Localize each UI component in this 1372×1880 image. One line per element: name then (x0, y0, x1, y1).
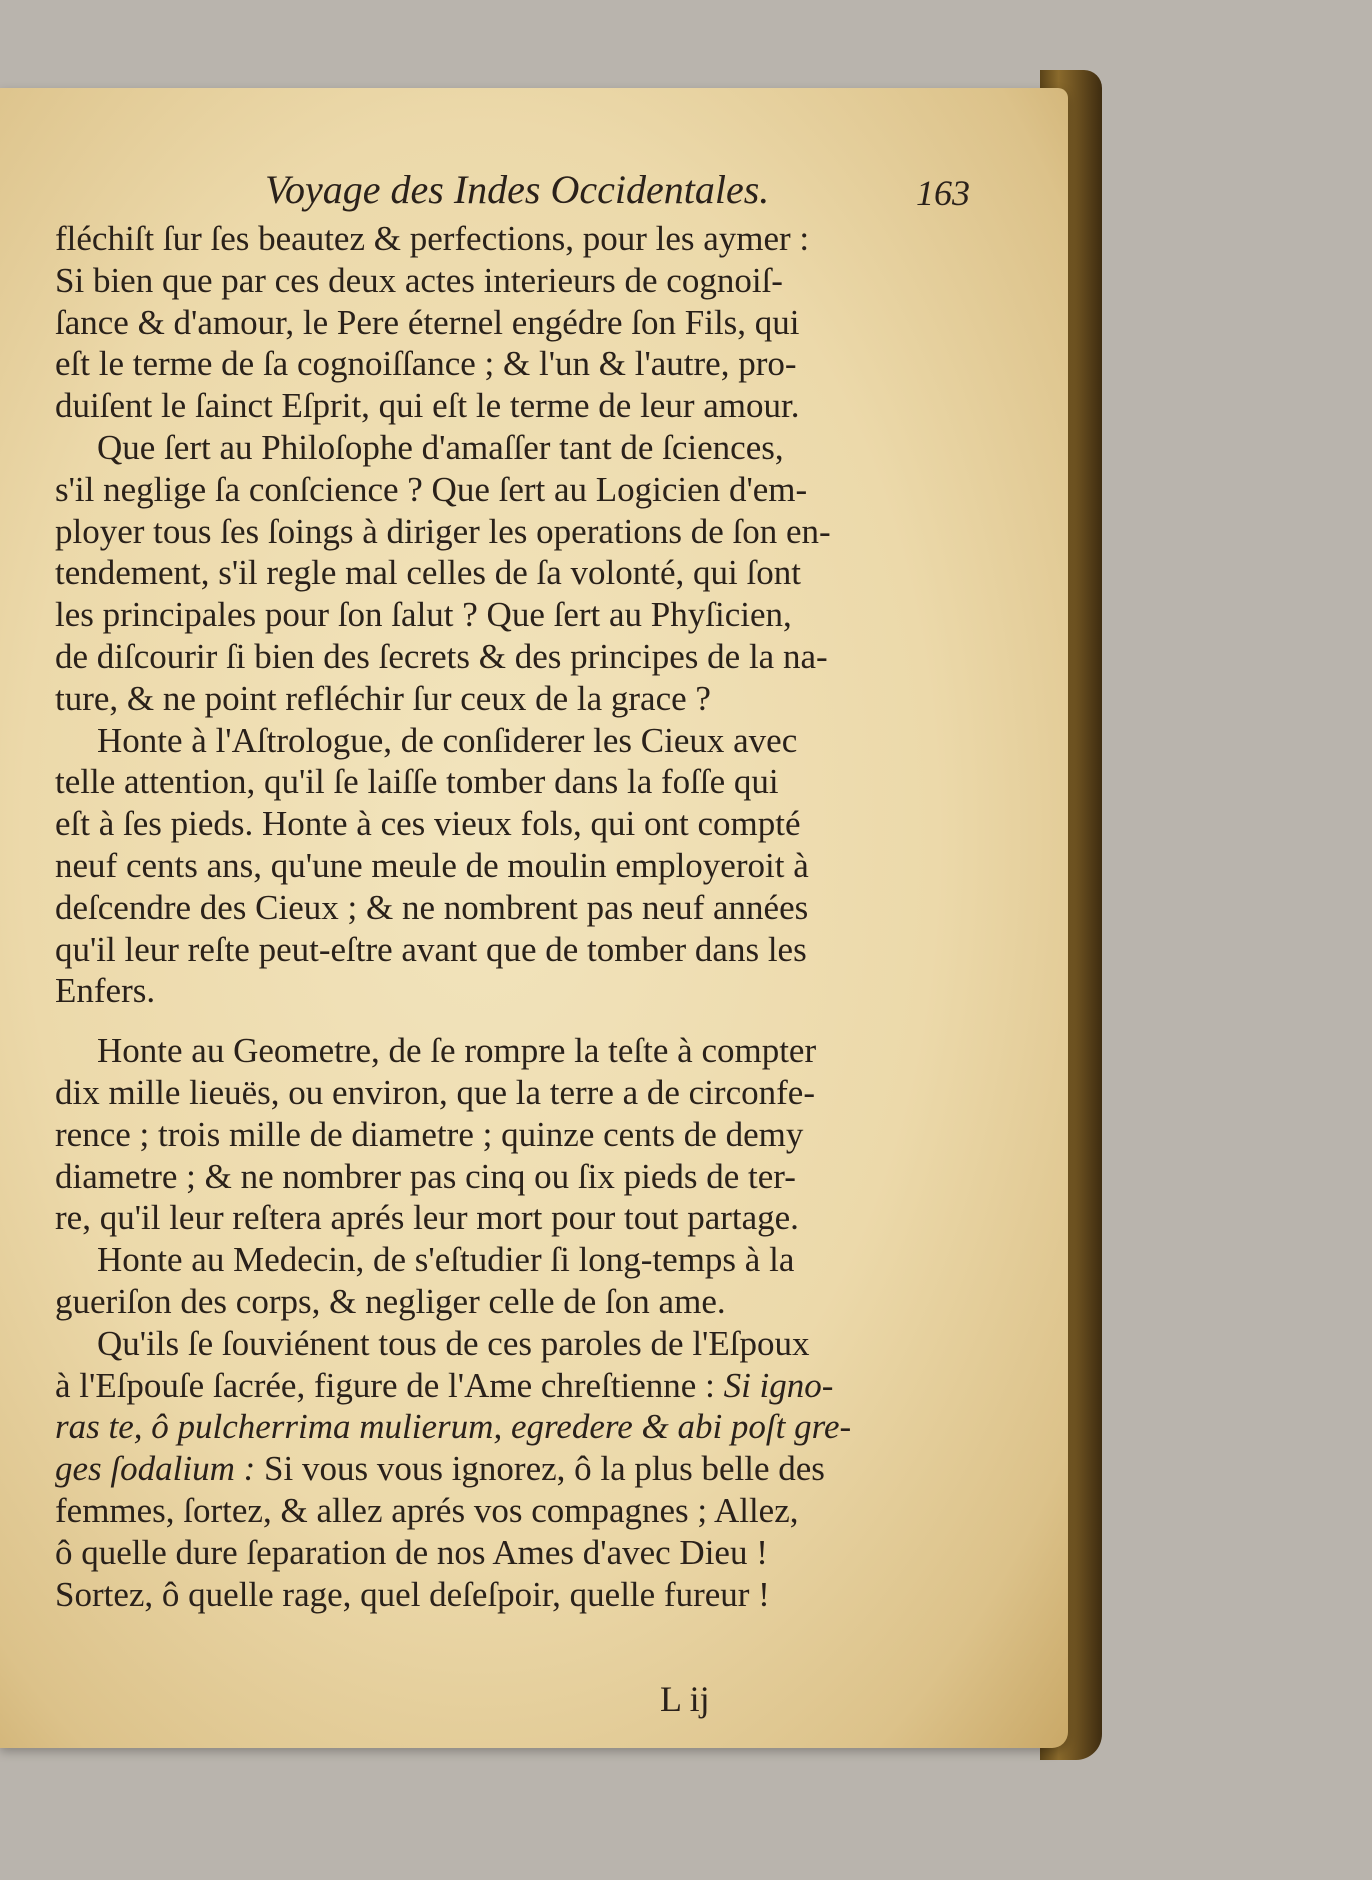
text-line: Si bien que par ces deux actes interieurs de cognoiſ- (55, 260, 783, 300)
text-line: tendement, s'il regle mal celles de ſa volonté, qui ſont (55, 553, 801, 593)
text-line: Honte au Geometre, de ſe rompre la teſte à compter (97, 1031, 817, 1071)
text-line: eſt à ſes pieds. Honte à ces vieux fols, qui ont compté (55, 804, 801, 844)
latin-quote: ges ſodalium : (55, 1449, 256, 1489)
text-line: duiſent le ſainct Eſprit, qui eſt le terme de leur amour. (55, 386, 800, 426)
text-line (55, 1448, 895, 1490)
text-line: diametre ; & ne nombrer pas cinq ou ſix pieds de ter- (55, 1156, 796, 1196)
text-line: fléchiſt ſur ſes beautez & perfections, pour les aymer : (55, 219, 810, 258)
text-line: deſcendre des Cieux ; & ne nombrent pas neuf années (55, 887, 809, 927)
text-line: re, qu'il leur reſtera aprés leur mort pour tout partage. (55, 1198, 799, 1238)
text-line: qu'il leur reſte peut-eſtre avant que de tomber dans les (55, 929, 807, 969)
text-line: Enfers. (55, 971, 156, 1011)
book-page (0, 88, 1068, 1748)
text-segment: Si vous vous ignorez, ô la plus belle des (264, 1449, 825, 1489)
text-line: Honte à l'Aſtrologue, de conſiderer les Cieux avec (97, 720, 798, 760)
text-line: Sortez, ô quelle rage, quel deſeſpoir, quelle fureur ! (55, 1574, 770, 1614)
text-line: s'il neglige ſa conſcience ? Que ſert au Logicien d'em- (55, 469, 808, 509)
body-text (55, 218, 895, 1615)
running-title: Voyage des Indes Occidentales. (265, 167, 770, 212)
text-line: ſance & d'amour, le Pere éternel engédre ſon Fils, qui (55, 302, 800, 342)
text-line: Honte au Medecin, de s'eſtudier ſi long-temps à la (97, 1240, 795, 1280)
text-line: rence ; trois mille de diametre ; quinze cents de demy (55, 1114, 804, 1154)
text-segment: Qu'ils ſe ſouviénent tous de ces paroles de l'Eſpoux (97, 1323, 810, 1363)
signature-mark: L ij (660, 1679, 710, 1719)
text-line: ture, & ne point refléchir ſur ceux de la grace ? (55, 678, 711, 718)
text-line: de diſcourir ſi bien des ſecrets & des principes de la na- (55, 636, 828, 676)
text-line: les principales pour ſon ſalut ? Que ſert au Phyſicien, (55, 595, 792, 635)
text-line: Que ſert au Philoſophe d'amaſſer tant de ſciences, (97, 427, 784, 467)
text-line: ô quelle dure ſeparation de nos Ames d'avec Dieu ! (55, 1532, 768, 1572)
text-line: neuf cents ans, qu'une meule de moulin employeroit à (55, 845, 809, 885)
latin-quote: Si igno- (723, 1365, 834, 1405)
page-header (70, 166, 970, 216)
text-line: gueriſon des corps, & negliger celle de ſon ame. (55, 1281, 726, 1321)
text-line: ployer tous ſes ſoings à diriger les operations de ſon en- (55, 511, 831, 551)
latin-quote-line: ras te, ô pulcherrima mulierum, egredere & abi poſt gre- (55, 1407, 852, 1447)
text-segment: à l'Eſpouſe ſacrée, figure de l'Ame chreſtienne : (55, 1365, 715, 1405)
text-line: dix mille lieuës, ou environ, que la terre a de circonfe- (55, 1072, 815, 1112)
text-line (55, 1365, 895, 1407)
text-line (55, 1323, 895, 1365)
text-line: telle attention, qu'il ſe laiſſe tomber dans la foſſe qui (55, 762, 779, 802)
text-line: eſt le terme de ſa cognoiſſance ; & l'un & l'autre, pro- (55, 344, 797, 384)
text-line: femmes, ſortez, & allez aprés vos compagnes ; Allez, (55, 1490, 799, 1530)
page-number: 163 (916, 173, 970, 213)
